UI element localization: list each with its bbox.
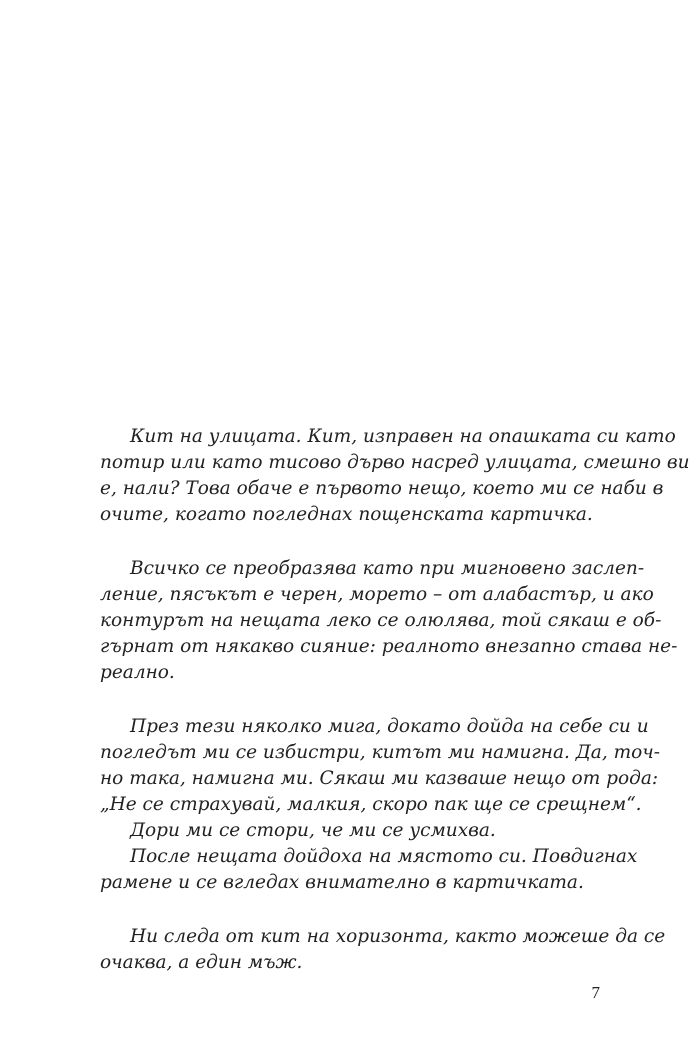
text-line: Ни следа от кит на хоризонта, както можеше да се (130, 926, 666, 947)
text-line: Всичко се преобразява като при мигновено заслеп- (130, 558, 645, 579)
paragraph-gap (100, 896, 600, 924)
paragraph-2 (100, 556, 678, 686)
text-line: контурът на нещата леко се олюлява, той сякаш е об- (100, 610, 662, 631)
paragraph-1 (100, 424, 690, 528)
text-line: Дори ми се стори, че ми се усмихва. (130, 820, 496, 841)
body-text (100, 424, 690, 976)
paragraph-3 (100, 714, 661, 896)
text-line: гърнат от някакво сияние: реалното внезапно става не- (100, 636, 678, 657)
text-line: реално. (100, 662, 175, 683)
text-line: рамене и се вгледах внимателно в картичката. (100, 872, 584, 893)
text-line: очаква, а един мъж. (100, 952, 303, 973)
paragraph-gap (100, 528, 600, 556)
text-line: потир или като тисово дърво насред улицата, смешно ви (100, 452, 690, 473)
paragraph-4 (100, 924, 666, 976)
text-line: „Не се страхувай, малкия, скоро пак ще се срещнем“. (100, 794, 642, 815)
text-line: ление, пясъкът е черен, морето – от алабастър, и ако (100, 584, 654, 605)
text-line: но така, намигна ми. Сякаш ми казваше нещо от рода: (100, 768, 659, 789)
page-number: 7 (591, 983, 600, 1002)
text-line: е, нали? Това обаче е първото нещо, което ми се наби в (100, 478, 664, 499)
paragraph-gap (100, 686, 600, 714)
text-line: погледът ми се избистри, китът ми намигна. Да, точ- (100, 742, 661, 763)
text-line: Кит на улицата. Кит, изправен на опашката си като (130, 426, 676, 447)
text-line: През тези няколко мига, докато дойда на себе си и (130, 716, 649, 737)
text-line: После нещата дойдоха на мястото си. Повдигнах (130, 846, 638, 867)
text-line: очите, когато погледнах пощенската картичка. (100, 504, 593, 525)
